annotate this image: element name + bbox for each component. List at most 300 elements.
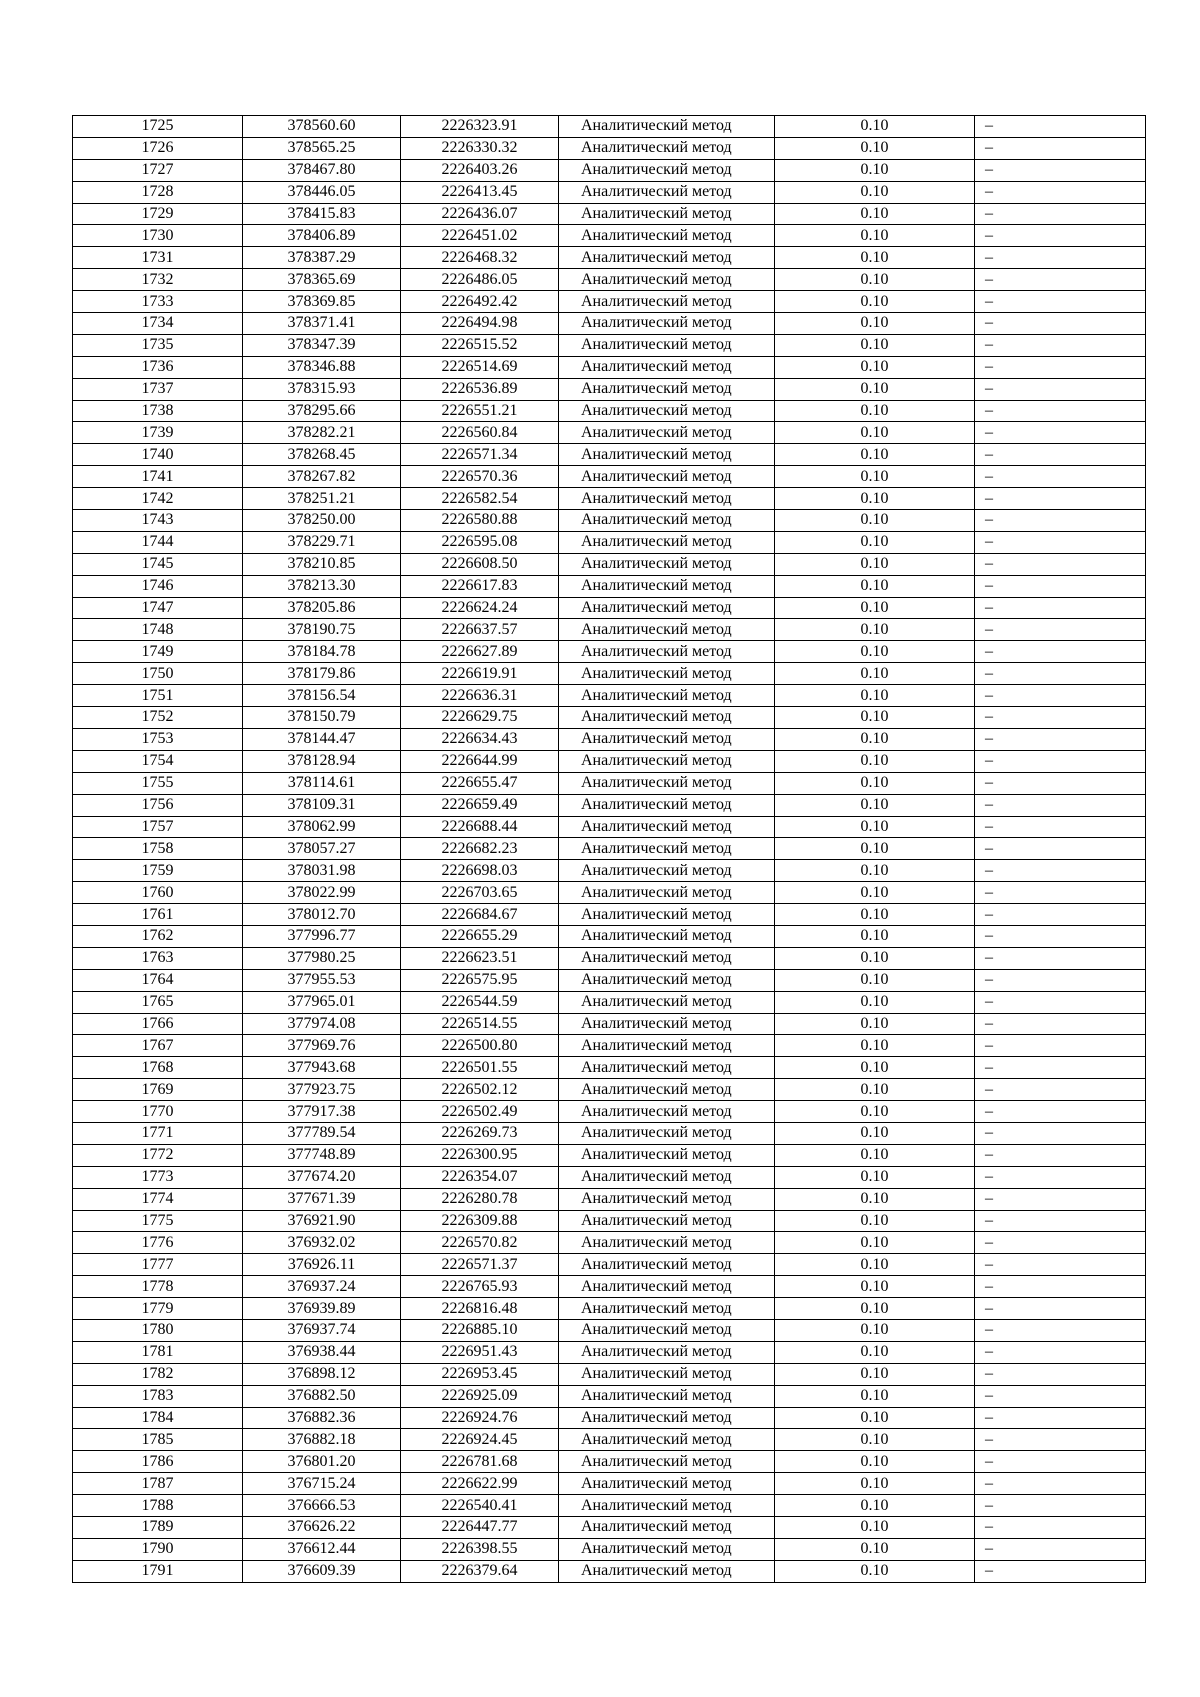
x-coordinate-cell: 376882.36 — [243, 1407, 401, 1429]
table-row — [73, 378, 1146, 400]
method-cell: Аналитический метод — [559, 159, 775, 181]
table-row — [73, 575, 1146, 597]
table-row — [73, 969, 1146, 991]
x-coordinate-cell: 378190.75 — [243, 619, 401, 641]
point-number-cell: 1777 — [73, 1254, 243, 1276]
accuracy-cell: 0.10 — [775, 313, 975, 335]
method-cell: Аналитический метод — [559, 1122, 775, 1144]
table-row — [73, 400, 1146, 422]
method-cell: Аналитический метод — [559, 860, 775, 882]
table-row — [73, 904, 1146, 926]
table-row — [73, 247, 1146, 269]
x-coordinate-cell: 378365.69 — [243, 269, 401, 291]
point-number-cell: 1752 — [73, 707, 243, 729]
table-row — [73, 313, 1146, 335]
table-row — [73, 925, 1146, 947]
accuracy-cell: 0.10 — [775, 1013, 975, 1035]
x-coordinate-cell: 377996.77 — [243, 925, 401, 947]
table-row — [73, 838, 1146, 860]
x-coordinate-cell: 376612.44 — [243, 1538, 401, 1560]
method-cell: Аналитический метод — [559, 1144, 775, 1166]
method-cell: Аналитический метод — [559, 553, 775, 575]
accuracy-cell: 0.10 — [775, 1341, 975, 1363]
x-coordinate-cell: 377748.89 — [243, 1144, 401, 1166]
y-coordinate-cell: 2226627.89 — [401, 641, 559, 663]
table-row — [73, 422, 1146, 444]
method-cell: Аналитический метод — [559, 1013, 775, 1035]
accuracy-cell: 0.10 — [775, 619, 975, 641]
x-coordinate-cell: 378031.98 — [243, 860, 401, 882]
note-cell: – — [975, 1254, 1146, 1276]
note-cell: – — [975, 750, 1146, 772]
y-coordinate-cell: 2226765.93 — [401, 1276, 559, 1298]
x-coordinate-cell: 378467.80 — [243, 159, 401, 181]
point-number-cell: 1775 — [73, 1210, 243, 1232]
point-number-cell: 1774 — [73, 1188, 243, 1210]
point-number-cell: 1757 — [73, 816, 243, 838]
table-row — [73, 1101, 1146, 1123]
point-number-cell: 1778 — [73, 1276, 243, 1298]
table-row — [73, 1254, 1146, 1276]
y-coordinate-cell: 2226953.45 — [401, 1363, 559, 1385]
y-coordinate-cell: 2226629.75 — [401, 707, 559, 729]
note-cell: – — [975, 356, 1146, 378]
x-coordinate-cell: 376626.22 — [243, 1517, 401, 1539]
y-coordinate-cell: 2226698.03 — [401, 860, 559, 882]
point-number-cell: 1739 — [73, 422, 243, 444]
method-cell: Аналитический метод — [559, 116, 775, 138]
note-cell: – — [975, 860, 1146, 882]
x-coordinate-cell: 377974.08 — [243, 1013, 401, 1035]
y-coordinate-cell: 2226924.45 — [401, 1429, 559, 1451]
note-cell: – — [975, 1122, 1146, 1144]
table-row — [73, 947, 1146, 969]
x-coordinate-cell: 378114.61 — [243, 772, 401, 794]
method-cell: Аналитический метод — [559, 422, 775, 444]
x-coordinate-cell: 378184.78 — [243, 641, 401, 663]
x-coordinate-cell: 378387.29 — [243, 247, 401, 269]
accuracy-cell: 0.10 — [775, 728, 975, 750]
note-cell: – — [975, 1560, 1146, 1582]
point-number-cell: 1762 — [73, 925, 243, 947]
point-number-cell: 1742 — [73, 488, 243, 510]
method-cell: Аналитический метод — [559, 1341, 775, 1363]
point-number-cell: 1773 — [73, 1166, 243, 1188]
accuracy-cell: 0.10 — [775, 1429, 975, 1451]
method-cell: Аналитический метод — [559, 313, 775, 335]
y-coordinate-cell: 2226544.59 — [401, 991, 559, 1013]
note-cell: – — [975, 1166, 1146, 1188]
method-cell: Аналитический метод — [559, 1298, 775, 1320]
accuracy-cell: 0.10 — [775, 969, 975, 991]
point-number-cell: 1726 — [73, 137, 243, 159]
y-coordinate-cell: 2226447.77 — [401, 1517, 559, 1539]
accuracy-cell: 0.10 — [775, 422, 975, 444]
accuracy-cell: 0.10 — [775, 1101, 975, 1123]
note-cell: – — [975, 116, 1146, 138]
note-cell: – — [975, 510, 1146, 532]
method-cell: Аналитический метод — [559, 1560, 775, 1582]
note-cell: – — [975, 531, 1146, 553]
point-number-cell: 1764 — [73, 969, 243, 991]
x-coordinate-cell: 377671.39 — [243, 1188, 401, 1210]
note-cell: – — [975, 488, 1146, 510]
y-coordinate-cell: 2226560.84 — [401, 422, 559, 444]
method-cell: Аналитический метод — [559, 1254, 775, 1276]
method-cell: Аналитический метод — [559, 575, 775, 597]
accuracy-cell: 0.10 — [775, 1122, 975, 1144]
y-coordinate-cell: 2226500.80 — [401, 1035, 559, 1057]
table-row — [73, 991, 1146, 1013]
accuracy-cell: 0.10 — [775, 1254, 975, 1276]
x-coordinate-cell: 378150.79 — [243, 707, 401, 729]
accuracy-cell: 0.10 — [775, 750, 975, 772]
accuracy-cell: 0.10 — [775, 772, 975, 794]
point-number-cell: 1771 — [73, 1122, 243, 1144]
note-cell: – — [975, 400, 1146, 422]
table-row — [73, 1385, 1146, 1407]
x-coordinate-cell: 377969.76 — [243, 1035, 401, 1057]
point-number-cell: 1787 — [73, 1473, 243, 1495]
note-cell: – — [975, 159, 1146, 181]
method-cell: Аналитический метод — [559, 772, 775, 794]
accuracy-cell: 0.10 — [775, 1188, 975, 1210]
y-coordinate-cell: 2226655.29 — [401, 925, 559, 947]
accuracy-cell: 0.10 — [775, 925, 975, 947]
note-cell: – — [975, 1232, 1146, 1254]
point-number-cell: 1767 — [73, 1035, 243, 1057]
x-coordinate-cell: 377980.25 — [243, 947, 401, 969]
note-cell: – — [975, 1144, 1146, 1166]
point-number-cell: 1768 — [73, 1057, 243, 1079]
x-coordinate-cell: 378109.31 — [243, 794, 401, 816]
note-cell: – — [975, 663, 1146, 685]
y-coordinate-cell: 2226269.73 — [401, 1122, 559, 1144]
table-row — [73, 1363, 1146, 1385]
y-coordinate-cell: 2226684.67 — [401, 904, 559, 926]
table-row — [73, 1341, 1146, 1363]
y-coordinate-cell: 2226608.50 — [401, 553, 559, 575]
method-cell: Аналитический метод — [559, 1057, 775, 1079]
table-row — [73, 1298, 1146, 1320]
point-number-cell: 1744 — [73, 531, 243, 553]
accuracy-cell: 0.10 — [775, 1385, 975, 1407]
point-number-cell: 1736 — [73, 356, 243, 378]
coordinates-table — [72, 115, 1146, 1583]
method-cell: Аналитический метод — [559, 378, 775, 400]
point-number-cell: 1760 — [73, 882, 243, 904]
accuracy-cell: 0.10 — [775, 247, 975, 269]
note-cell: – — [975, 1079, 1146, 1101]
method-cell: Аналитический метод — [559, 356, 775, 378]
point-number-cell: 1740 — [73, 444, 243, 466]
accuracy-cell: 0.10 — [775, 400, 975, 422]
y-coordinate-cell: 2226280.78 — [401, 1188, 559, 1210]
point-number-cell: 1763 — [73, 947, 243, 969]
note-cell: – — [975, 1495, 1146, 1517]
y-coordinate-cell: 2226623.51 — [401, 947, 559, 969]
y-coordinate-cell: 2226451.02 — [401, 225, 559, 247]
table-row — [73, 1560, 1146, 1582]
method-cell: Аналитический метод — [559, 1363, 775, 1385]
note-cell: – — [975, 816, 1146, 838]
point-number-cell: 1789 — [73, 1517, 243, 1539]
note-cell: – — [975, 575, 1146, 597]
method-cell: Аналитический метод — [559, 685, 775, 707]
note-cell: – — [975, 225, 1146, 247]
x-coordinate-cell: 378369.85 — [243, 291, 401, 313]
y-coordinate-cell: 2226575.95 — [401, 969, 559, 991]
y-coordinate-cell: 2226925.09 — [401, 1385, 559, 1407]
point-number-cell: 1754 — [73, 750, 243, 772]
method-cell: Аналитический метод — [559, 1429, 775, 1451]
accuracy-cell: 0.10 — [775, 1035, 975, 1057]
table-row — [73, 1495, 1146, 1517]
note-cell: – — [975, 991, 1146, 1013]
table-row — [73, 728, 1146, 750]
note-cell: – — [975, 882, 1146, 904]
y-coordinate-cell: 2226570.82 — [401, 1232, 559, 1254]
accuracy-cell: 0.10 — [775, 488, 975, 510]
x-coordinate-cell: 378179.86 — [243, 663, 401, 685]
x-coordinate-cell: 378156.54 — [243, 685, 401, 707]
x-coordinate-cell: 378346.88 — [243, 356, 401, 378]
table-row — [73, 334, 1146, 356]
accuracy-cell: 0.10 — [775, 1451, 975, 1473]
note-cell: – — [975, 203, 1146, 225]
x-coordinate-cell: 376715.24 — [243, 1473, 401, 1495]
table-row — [73, 1232, 1146, 1254]
x-coordinate-cell: 378012.70 — [243, 904, 401, 926]
table-row — [73, 794, 1146, 816]
note-cell: – — [975, 378, 1146, 400]
x-coordinate-cell: 378565.25 — [243, 137, 401, 159]
note-cell: – — [975, 1101, 1146, 1123]
x-coordinate-cell: 378250.00 — [243, 510, 401, 532]
accuracy-cell: 0.10 — [775, 510, 975, 532]
accuracy-cell: 0.10 — [775, 203, 975, 225]
point-number-cell: 1781 — [73, 1341, 243, 1363]
table-row — [73, 1144, 1146, 1166]
accuracy-cell: 0.10 — [775, 1232, 975, 1254]
table-row — [73, 116, 1146, 138]
point-number-cell: 1743 — [73, 510, 243, 532]
y-coordinate-cell: 2226624.24 — [401, 597, 559, 619]
x-coordinate-cell: 377955.53 — [243, 969, 401, 991]
accuracy-cell: 0.10 — [775, 663, 975, 685]
y-coordinate-cell: 2226924.76 — [401, 1407, 559, 1429]
y-coordinate-cell: 2226885.10 — [401, 1319, 559, 1341]
point-number-cell: 1785 — [73, 1429, 243, 1451]
table-row — [73, 619, 1146, 641]
point-number-cell: 1790 — [73, 1538, 243, 1560]
note-cell: – — [975, 1407, 1146, 1429]
point-number-cell: 1766 — [73, 1013, 243, 1035]
y-coordinate-cell: 2226354.07 — [401, 1166, 559, 1188]
note-cell: – — [975, 1210, 1146, 1232]
accuracy-cell: 0.10 — [775, 641, 975, 663]
accuracy-cell: 0.10 — [775, 116, 975, 138]
y-coordinate-cell: 2226468.32 — [401, 247, 559, 269]
x-coordinate-cell: 378406.89 — [243, 225, 401, 247]
table-row — [73, 641, 1146, 663]
table-row — [73, 203, 1146, 225]
accuracy-cell: 0.10 — [775, 794, 975, 816]
method-cell: Аналитический метод — [559, 1517, 775, 1539]
note-cell: – — [975, 794, 1146, 816]
method-cell: Аналитический метод — [559, 203, 775, 225]
method-cell: Аналитический метод — [559, 247, 775, 269]
table-row — [73, 816, 1146, 838]
table-row — [73, 291, 1146, 313]
accuracy-cell: 0.10 — [775, 816, 975, 838]
y-coordinate-cell: 2226398.55 — [401, 1538, 559, 1560]
y-coordinate-cell: 2226494.98 — [401, 313, 559, 335]
x-coordinate-cell: 377923.75 — [243, 1079, 401, 1101]
table-row — [73, 356, 1146, 378]
note-cell: – — [975, 1451, 1146, 1473]
y-coordinate-cell: 2226659.49 — [401, 794, 559, 816]
y-coordinate-cell: 2226309.88 — [401, 1210, 559, 1232]
point-number-cell: 1788 — [73, 1495, 243, 1517]
method-cell: Аналитический метод — [559, 444, 775, 466]
note-cell: – — [975, 1341, 1146, 1363]
note-cell: – — [975, 947, 1146, 969]
x-coordinate-cell: 378282.21 — [243, 422, 401, 444]
x-coordinate-cell: 378062.99 — [243, 816, 401, 838]
table-row — [73, 1057, 1146, 1079]
method-cell: Аналитический метод — [559, 619, 775, 641]
x-coordinate-cell: 378128.94 — [243, 750, 401, 772]
note-cell: – — [975, 137, 1146, 159]
x-coordinate-cell: 377789.54 — [243, 1122, 401, 1144]
method-cell: Аналитический метод — [559, 225, 775, 247]
table-row — [73, 181, 1146, 203]
note-cell: – — [975, 1035, 1146, 1057]
point-number-cell: 1749 — [73, 641, 243, 663]
method-cell: Аналитический метод — [559, 991, 775, 1013]
x-coordinate-cell: 376921.90 — [243, 1210, 401, 1232]
x-coordinate-cell: 376926.11 — [243, 1254, 401, 1276]
x-coordinate-cell: 377943.68 — [243, 1057, 401, 1079]
x-coordinate-cell: 376801.20 — [243, 1451, 401, 1473]
accuracy-cell: 0.10 — [775, 378, 975, 400]
method-cell: Аналитический метод — [559, 488, 775, 510]
y-coordinate-cell: 2226540.41 — [401, 1495, 559, 1517]
note-cell: – — [975, 247, 1146, 269]
accuracy-cell: 0.10 — [775, 1560, 975, 1582]
note-cell: – — [975, 1538, 1146, 1560]
point-number-cell: 1751 — [73, 685, 243, 707]
point-number-cell: 1725 — [73, 116, 243, 138]
note-cell: – — [975, 1473, 1146, 1495]
note-cell: – — [975, 619, 1146, 641]
point-number-cell: 1747 — [73, 597, 243, 619]
y-coordinate-cell: 2226330.32 — [401, 137, 559, 159]
accuracy-cell: 0.10 — [775, 991, 975, 1013]
accuracy-cell: 0.10 — [775, 575, 975, 597]
table-row — [73, 597, 1146, 619]
point-number-cell: 1784 — [73, 1407, 243, 1429]
accuracy-cell: 0.10 — [775, 1079, 975, 1101]
x-coordinate-cell: 376609.39 — [243, 1560, 401, 1582]
y-coordinate-cell: 2226551.21 — [401, 400, 559, 422]
y-coordinate-cell: 2226514.69 — [401, 356, 559, 378]
table-row — [73, 685, 1146, 707]
y-coordinate-cell: 2226300.95 — [401, 1144, 559, 1166]
x-coordinate-cell: 378057.27 — [243, 838, 401, 860]
x-coordinate-cell: 376882.50 — [243, 1385, 401, 1407]
y-coordinate-cell: 2226514.55 — [401, 1013, 559, 1035]
note-cell: – — [975, 1013, 1146, 1035]
accuracy-cell: 0.10 — [775, 1319, 975, 1341]
y-coordinate-cell: 2226682.23 — [401, 838, 559, 860]
note-cell: – — [975, 181, 1146, 203]
x-coordinate-cell: 378144.47 — [243, 728, 401, 750]
note-cell: – — [975, 1385, 1146, 1407]
table-row — [73, 444, 1146, 466]
point-number-cell: 1761 — [73, 904, 243, 926]
y-coordinate-cell: 2226816.48 — [401, 1298, 559, 1320]
note-cell: – — [975, 728, 1146, 750]
y-coordinate-cell: 2226571.37 — [401, 1254, 559, 1276]
table-row — [73, 1166, 1146, 1188]
method-cell: Аналитический метод — [559, 1079, 775, 1101]
point-number-cell: 1748 — [73, 619, 243, 641]
y-coordinate-cell: 2226622.99 — [401, 1473, 559, 1495]
x-coordinate-cell: 378446.05 — [243, 181, 401, 203]
accuracy-cell: 0.10 — [775, 356, 975, 378]
x-coordinate-cell: 378210.85 — [243, 553, 401, 575]
table-row — [73, 159, 1146, 181]
y-coordinate-cell: 2226323.91 — [401, 116, 559, 138]
note-cell: – — [975, 334, 1146, 356]
x-coordinate-cell: 377917.38 — [243, 1101, 401, 1123]
table-row — [73, 1013, 1146, 1035]
note-cell: – — [975, 553, 1146, 575]
table-row — [73, 1276, 1146, 1298]
method-cell: Аналитический метод — [559, 1473, 775, 1495]
y-coordinate-cell: 2226655.47 — [401, 772, 559, 794]
point-number-cell: 1733 — [73, 291, 243, 313]
table-row — [73, 1407, 1146, 1429]
x-coordinate-cell: 376932.02 — [243, 1232, 401, 1254]
note-cell: – — [975, 925, 1146, 947]
method-cell: Аналитический метод — [559, 1035, 775, 1057]
accuracy-cell: 0.10 — [775, 1298, 975, 1320]
x-coordinate-cell: 377674.20 — [243, 1166, 401, 1188]
method-cell: Аналитический метод — [559, 728, 775, 750]
coordinates-table-body — [73, 116, 1146, 1583]
y-coordinate-cell: 2226595.08 — [401, 531, 559, 553]
method-cell: Аналитический метод — [559, 181, 775, 203]
method-cell: Аналитический метод — [559, 1385, 775, 1407]
method-cell: Аналитический метод — [559, 1166, 775, 1188]
x-coordinate-cell: 376939.89 — [243, 1298, 401, 1320]
point-number-cell: 1741 — [73, 466, 243, 488]
point-number-cell: 1735 — [73, 334, 243, 356]
point-number-cell: 1738 — [73, 400, 243, 422]
accuracy-cell: 0.10 — [775, 181, 975, 203]
point-number-cell: 1770 — [73, 1101, 243, 1123]
method-cell: Аналитический метод — [559, 1232, 775, 1254]
x-coordinate-cell: 378347.39 — [243, 334, 401, 356]
accuracy-cell: 0.10 — [775, 597, 975, 619]
table-row — [73, 137, 1146, 159]
table-row — [73, 225, 1146, 247]
y-coordinate-cell: 2226582.54 — [401, 488, 559, 510]
method-cell: Аналитический метод — [559, 1276, 775, 1298]
